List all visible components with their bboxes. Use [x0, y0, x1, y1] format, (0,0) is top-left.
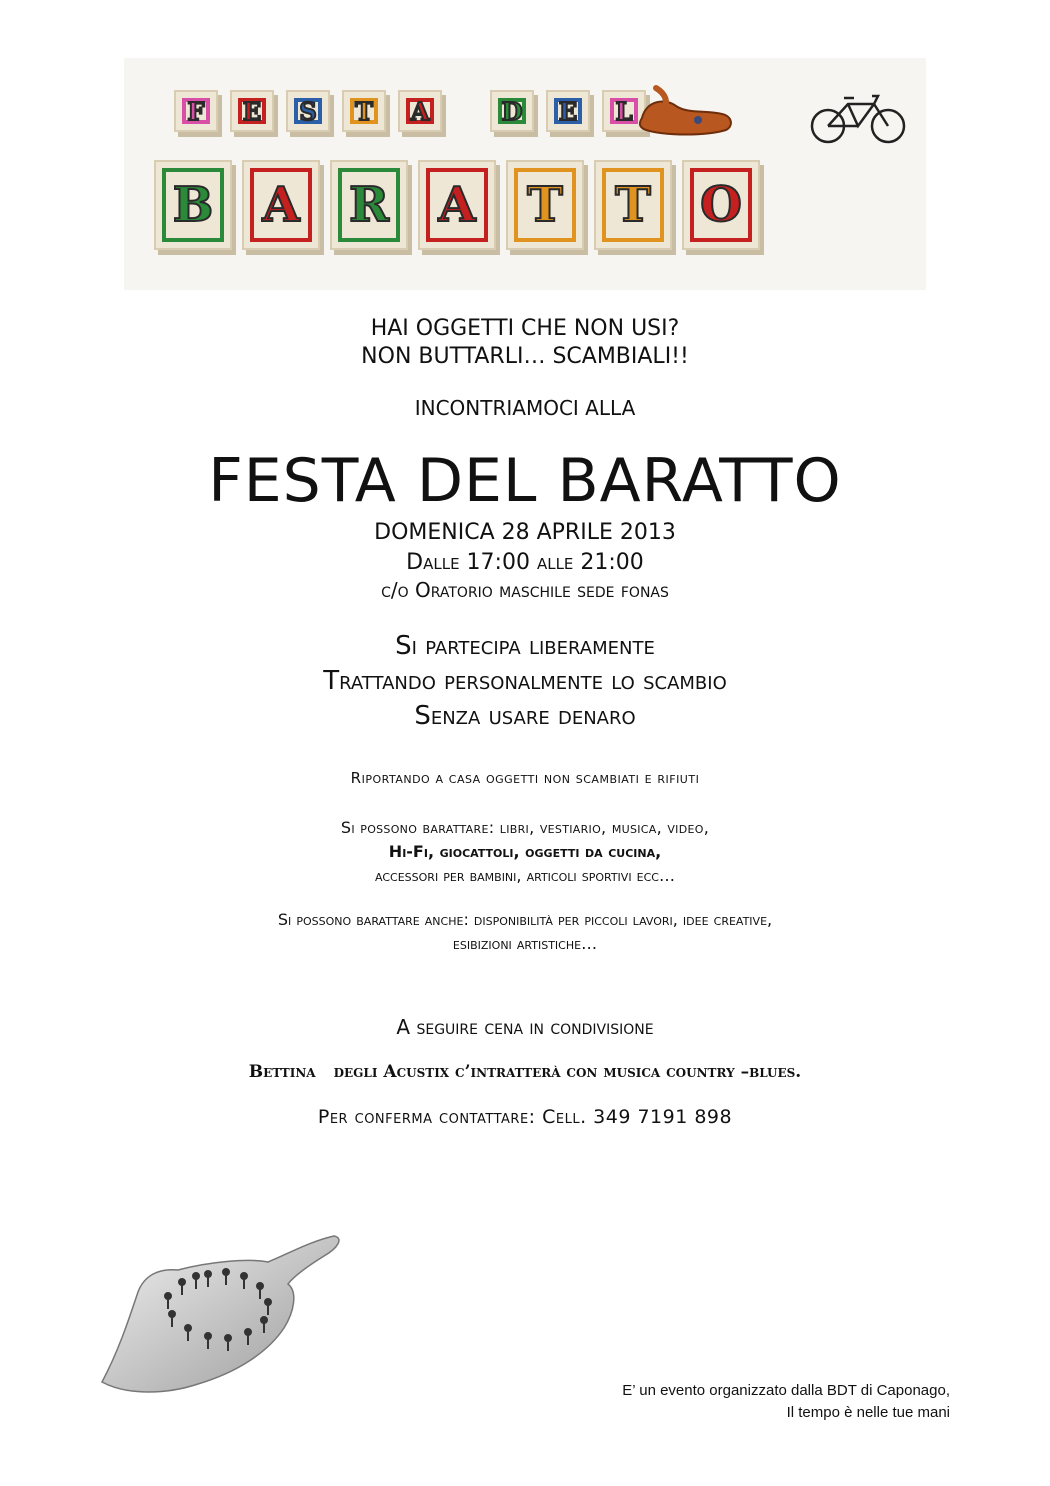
letter-block: E	[230, 90, 274, 132]
items-line: accessori per bambini, articoli sportivi ecc…	[375, 866, 675, 885]
event-title: FESTA DEL BARATTO	[208, 446, 842, 516]
letter-block: E	[546, 90, 590, 132]
letter-block: T	[506, 160, 584, 250]
items-line: Hi-Fi, giocattoli, oggetti da cucina,	[388, 842, 662, 861]
letter-block: A	[418, 160, 496, 250]
rule-line: Trattando personalmente lo scambio	[323, 666, 727, 696]
event-time: Dalle 17:00 alle 21:00	[406, 550, 644, 575]
letter-block: R	[330, 160, 408, 250]
letter-block: S	[286, 90, 330, 132]
letter-block: T	[594, 160, 672, 250]
header-banner	[124, 58, 926, 290]
festa-del-blocks	[174, 90, 646, 132]
rule-line: Si partecipa liberamente	[395, 631, 655, 661]
performer-name: Bettina	[248, 1062, 316, 1082]
baratto-blocks	[154, 160, 760, 250]
event-date: DOMENICA 28 APRILE 2013	[374, 520, 676, 545]
hand-illustration	[98, 1232, 344, 1396]
performer-detail: degli Acustix c’intratterà con musica country –blues.	[333, 1062, 802, 1082]
items-line: Si possono barattare: libri, vestiario, musica, video,	[340, 818, 710, 837]
letter-block: A	[398, 90, 442, 132]
music-note	[0, 1062, 1050, 1082]
letter-block: F	[174, 90, 218, 132]
letter-block: D	[490, 90, 534, 132]
letter-block: A	[242, 160, 320, 250]
contact-line: Per conferma contattare: Cell. 349 7191 898	[317, 1106, 733, 1128]
also-line: Si possono barattare anche: disponibilità per piccoli lavori, idee creative,	[277, 910, 773, 929]
bicycle-icon	[808, 88, 908, 144]
dinner-note: A seguire cena in condivisione	[396, 1015, 654, 1039]
event-place: c/o Oratorio maschile sede fonas	[381, 578, 669, 602]
rule-line: Senza usare denaro	[414, 701, 636, 731]
footer-motto: Il tempo è nelle tue mani	[786, 1404, 950, 1421]
intro-exclamation: NON BUTTARLI… SCAMBIALI!!	[361, 344, 689, 369]
letter-block: T	[342, 90, 386, 132]
intro-question: HAI OGGETTI CHE NON USI?	[370, 316, 680, 341]
footer-organizer: E’ un evento organizzato dalla BDT di Caponago,	[622, 1382, 950, 1399]
shoe-icon	[636, 80, 736, 140]
intro-invite: INCONTRIAMOCI ALLA	[414, 396, 636, 420]
letter-block: B	[154, 160, 232, 250]
riportando-note: Riportando a casa oggetti non scambiati e rifiuti	[350, 769, 700, 787]
letter-block: O	[682, 160, 760, 250]
letter-block: L	[602, 90, 646, 132]
also-line: esibizioni artistiche…	[452, 934, 598, 953]
